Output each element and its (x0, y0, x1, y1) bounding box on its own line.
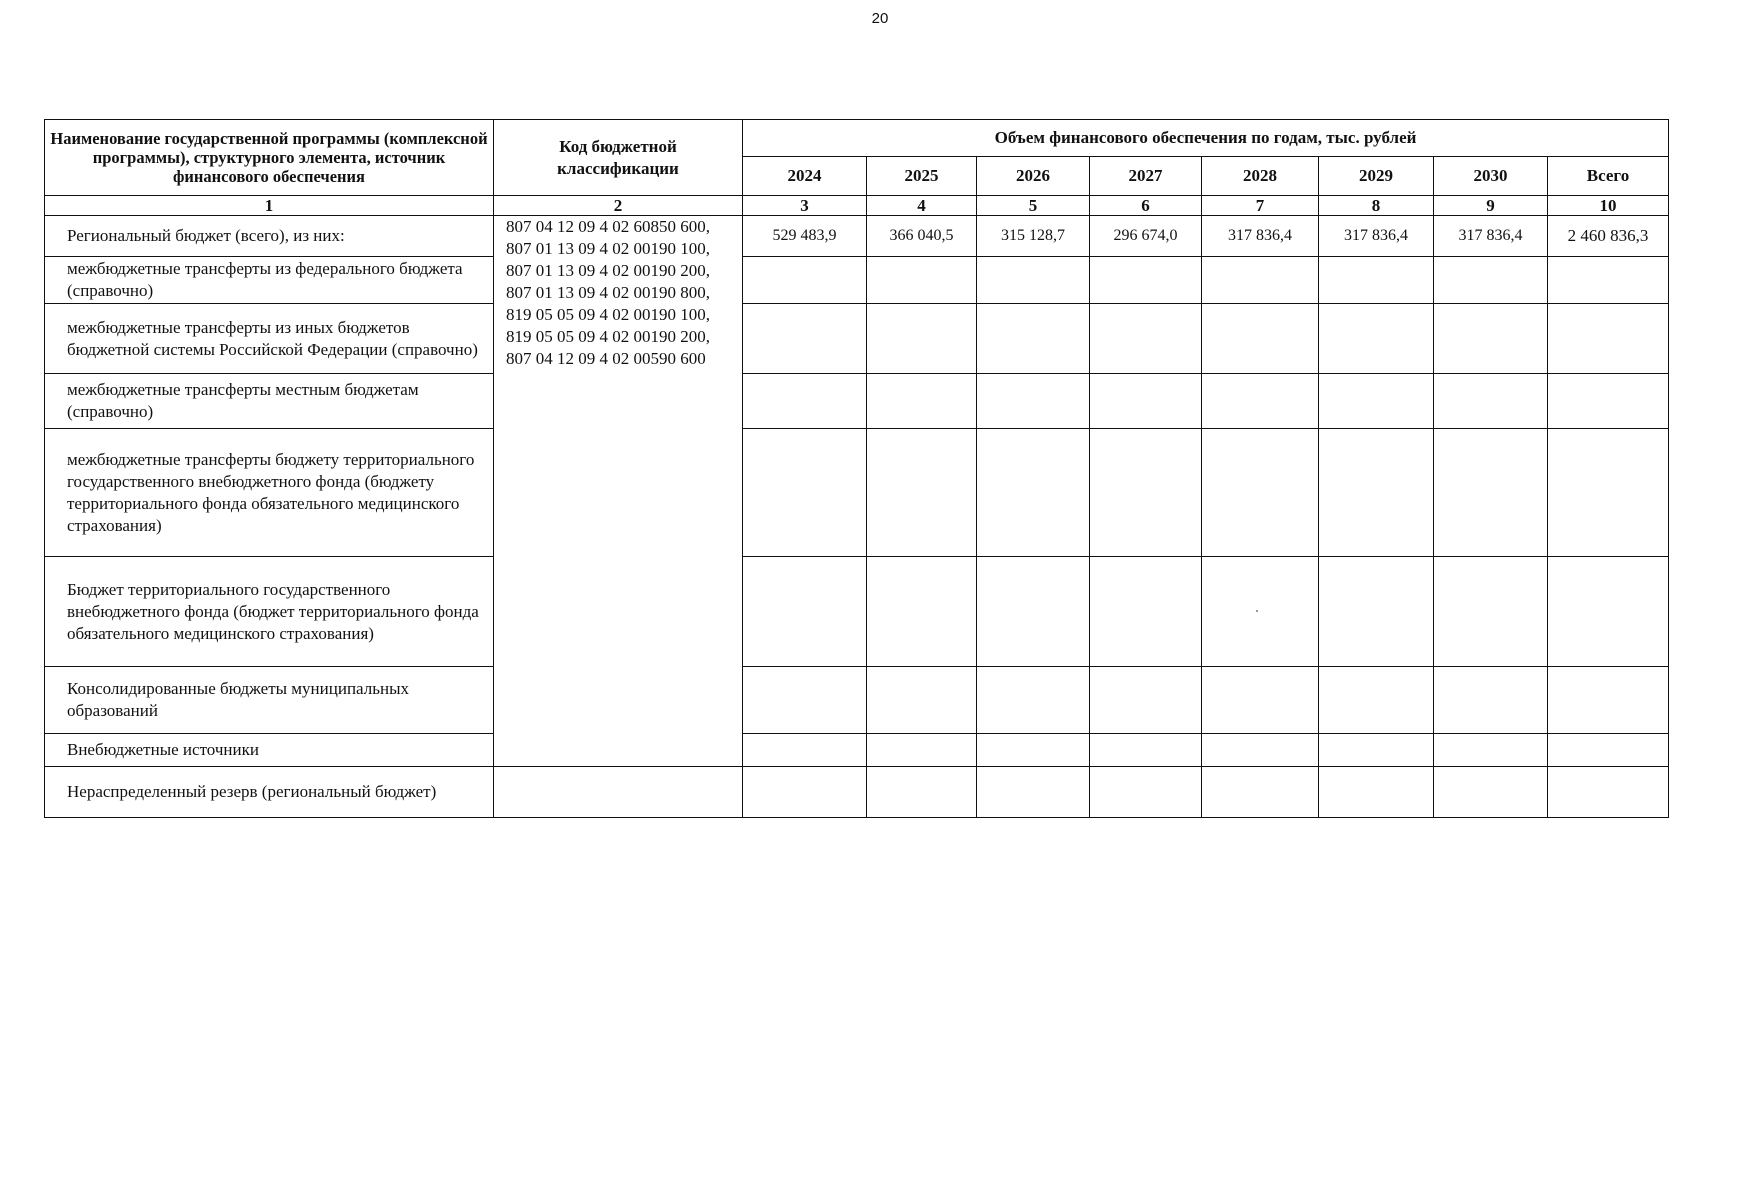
row-name: Региональный бюджет (всего), из них: (45, 216, 494, 257)
value-cell (1090, 734, 1202, 767)
row-name: межбюджетные трансферты местным бюджетам (справочно) (45, 374, 494, 429)
value-cell (1090, 304, 1202, 374)
value-cell (1202, 429, 1319, 557)
table-row (45, 216, 1669, 257)
value-cell (1202, 767, 1319, 818)
value-cell (977, 374, 1090, 429)
value-cell (1434, 734, 1548, 767)
budget-code-cell (494, 767, 743, 818)
value-cell (867, 767, 977, 818)
value-cell (743, 734, 867, 767)
total-cell (1548, 557, 1669, 667)
value-cell (743, 667, 867, 734)
value-cell (743, 257, 867, 304)
header-year: 2029 (1319, 157, 1434, 196)
column-number: 6 (1090, 196, 1202, 216)
value-cell (867, 257, 977, 304)
financial-support-table (44, 119, 1669, 818)
budget-code: 807 04 12 09 4 02 60850 600, (506, 217, 710, 236)
column-number: 2 (494, 196, 743, 216)
budget-code: 807 01 13 09 4 02 00190 100, (506, 239, 710, 258)
column-number: 8 (1319, 196, 1434, 216)
value-cell (867, 557, 977, 667)
value-cell (1090, 374, 1202, 429)
row-name: Нераспределенный резерв (региональный бюджет) (45, 767, 494, 818)
value-cell (1202, 374, 1319, 429)
value-cell (743, 304, 867, 374)
header-year: 2027 (1090, 157, 1202, 196)
column-number: 4 (867, 196, 977, 216)
column-number: 10 (1548, 196, 1669, 216)
page-number: 20 (871, 10, 889, 27)
budget-code-cell (494, 216, 743, 767)
value-cell (867, 667, 977, 734)
row-name: Консолидированные бюджеты муниципальных образований (45, 667, 494, 734)
value-cell (867, 304, 977, 374)
value-cell (977, 257, 1090, 304)
column-number: 9 (1434, 196, 1548, 216)
value-cell (1434, 557, 1548, 667)
total-cell (1548, 767, 1669, 818)
value-cell: 317 836,4 (1319, 216, 1434, 257)
value-cell (977, 767, 1090, 818)
header-volume-group: Объем финансового обеспечения по годам, тыс. рублей (743, 120, 1669, 157)
value-cell (1090, 767, 1202, 818)
header-year: 2025 (867, 157, 977, 196)
total-cell: 2 460 836,3 (1548, 216, 1669, 257)
header-year: 2026 (977, 157, 1090, 196)
table-row (45, 304, 1669, 374)
value-cell: 315 128,7 (977, 216, 1090, 257)
value-cell (1202, 667, 1319, 734)
scan-speck (1256, 610, 1258, 612)
value-cell (1434, 667, 1548, 734)
value-cell (743, 374, 867, 429)
header-year: 2024 (743, 157, 867, 196)
value-cell: 529 483,9 (743, 216, 867, 257)
budget-code: 807 01 13 09 4 02 00190 200, (506, 261, 710, 280)
table-row (45, 667, 1669, 734)
value-cell (1202, 557, 1319, 667)
value-cell (1319, 257, 1434, 304)
table-row (45, 734, 1669, 767)
row-name: межбюджетные трансферты бюджету территориального государственного внебюджетного фонда (бюджету территориального фонда обязательного медицинского страхования) (45, 429, 494, 557)
header-year: 2028 (1202, 157, 1319, 196)
table-row (45, 557, 1669, 667)
value-cell: 366 040,5 (867, 216, 977, 257)
header-year: 2030 (1434, 157, 1548, 196)
table-row (45, 257, 1669, 304)
row-name: Бюджет территориального государственного внебюджетного фонда (бюджет территориального фонда обязательного медицинского страхования) (45, 557, 494, 667)
value-cell (1202, 257, 1319, 304)
header-total: Всего (1548, 157, 1669, 196)
value-cell (743, 767, 867, 818)
row-name: межбюджетные трансферты из иных бюджетов бюджетной системы Российской Федерации (справочно) (45, 304, 494, 374)
value-cell (1319, 767, 1434, 818)
value-cell (1434, 304, 1548, 374)
value-cell (1319, 667, 1434, 734)
value-cell (1319, 374, 1434, 429)
value-cell (867, 374, 977, 429)
value-cell (1202, 304, 1319, 374)
value-cell (1434, 257, 1548, 304)
value-cell (1434, 767, 1548, 818)
row-name: Внебюджетные источники (45, 734, 494, 767)
value-cell (1319, 734, 1434, 767)
header-code-column: Код бюджетной классификации (494, 120, 743, 196)
value-cell (977, 304, 1090, 374)
table-row (45, 374, 1669, 429)
budget-code: 819 05 05 09 4 02 00190 200, (506, 327, 710, 346)
value-cell (1202, 734, 1319, 767)
total-cell (1548, 667, 1669, 734)
value-cell (977, 429, 1090, 557)
value-cell (1434, 429, 1548, 557)
value-cell (1319, 557, 1434, 667)
value-cell (1434, 374, 1548, 429)
value-cell (977, 667, 1090, 734)
column-number: 1 (45, 196, 494, 216)
value-cell (1090, 257, 1202, 304)
value-cell (977, 734, 1090, 767)
total-cell (1548, 374, 1669, 429)
value-cell (1090, 667, 1202, 734)
header-name-column: Наименование государственной программы (комплексной программы), структурного элемента, источник финансового обеспечения (45, 120, 494, 196)
column-number: 7 (1202, 196, 1319, 216)
row-name: межбюджетные трансферты из федерального бюджета (справочно) (45, 257, 494, 304)
budget-code: 807 04 12 09 4 02 00590 600 (506, 349, 706, 368)
value-cell: 317 836,4 (1434, 216, 1548, 257)
value-cell (1319, 304, 1434, 374)
value-cell: 317 836,4 (1202, 216, 1319, 257)
value-cell (1090, 429, 1202, 557)
table-row (45, 767, 1669, 818)
value-cell (867, 429, 977, 557)
budget-code: 807 01 13 09 4 02 00190 800, (506, 283, 710, 302)
total-cell (1548, 429, 1669, 557)
value-cell (1090, 557, 1202, 667)
column-number: 3 (743, 196, 867, 216)
value-cell (743, 429, 867, 557)
value-cell: 296 674,0 (1090, 216, 1202, 257)
column-number: 5 (977, 196, 1090, 216)
value-cell (743, 557, 867, 667)
value-cell (977, 557, 1090, 667)
total-cell (1548, 304, 1669, 374)
total-cell (1548, 257, 1669, 304)
total-cell (1548, 734, 1669, 767)
table-row (45, 429, 1669, 557)
value-cell (867, 734, 977, 767)
value-cell (1319, 429, 1434, 557)
budget-code: 819 05 05 09 4 02 00190 100, (506, 305, 710, 324)
